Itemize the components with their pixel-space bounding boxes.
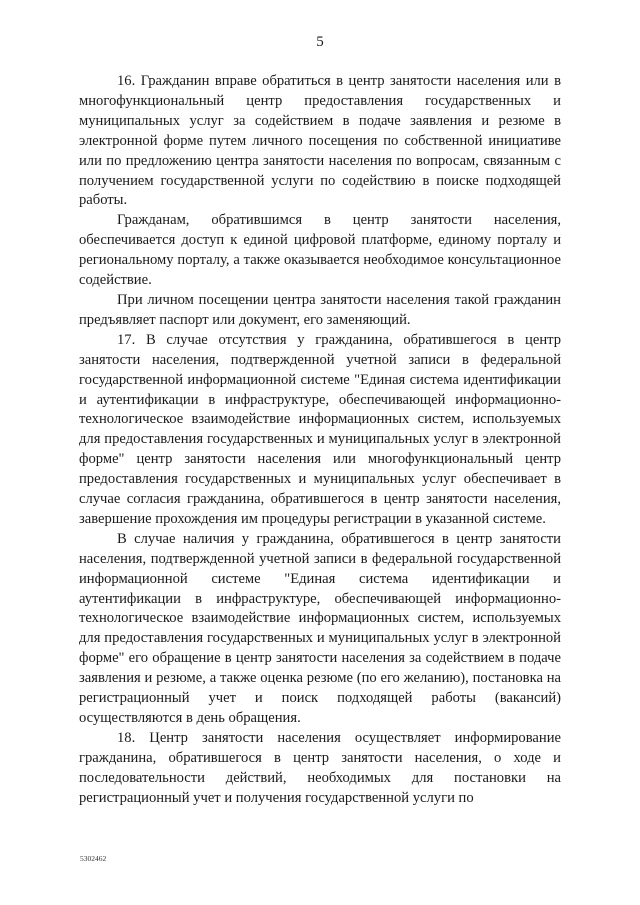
paragraph-passport: При личном посещении центра занятости населения такой гражданин предъявляет паспорт или документ, его заменяющий. [79,291,561,328]
document-body [79,72,561,809]
paragraph-16: 16. Гражданин вправе обратиться в центр занятости населения или в многофункциональный центр предоставления государственных и муниципальных услуг за содействием в подаче заявления и резюме в электронной форме путем личного посещения по собственной инициативе или по предложению центра занятости населения по вопросам, связанным с получением государственной услуги по содействию в поиске подходящей работы. [79,73,561,209]
paragraph-esia-account: В случае наличия у гражданина, обратившегося в центр занятости населения, подтвержденной учетной записи в федеральной государственной информационной системе "Единая система идентификации и аутентификации в инфраструктуре, обеспечивающей информационно-технологическое взаимодействие информационных систем, используемых для предоставления государственных и муниципальных услуг в электронной форме" его обращение в центр занятости населения за содействием в подаче заявления и резюме, а также оценка резюме (по его желанию), постановка на регистрационный учет и поиск подходящей работы (вакансий) осуществляются в день обращения. [79,530,561,726]
paragraph-17: 17. В случае отсутствия у гражданина, обратившегося в центр занятости населения, подтвержденной учетной записи в федеральной государственной информационной системе "Единая система идентификации и аутентификации в инфраструктуре, обеспечивающей информационно-технологическое взаимодействие информационных систем, используемых для предоставления государственных и муниципальных услуг в электронной форме" центр занятости населения или многофункциональный центр предоставления государственных и муниципальных услуг обеспечивает в случае согласия гражданина, обратившегося в центр занятости населения, завершение прохождения им процедуры регистрации в указанной системе. [79,331,561,527]
paragraph-portal-access: Гражданам, обратившимся в центр занятости населения, обеспечивается доступ к единой цифровой платформе, единому порталу и региональному порталу, а также оказывается необходимое консультационное содействие. [79,212,561,289]
paragraph-18: 18. Центр занятости населения осуществляет информирование гражданина, обратившегося в центр занятости населения, о ходе и последовательности действий, необходимых для постановки на регистрационный учет и получения государственной услуги по [79,729,561,806]
page-number: 5 [316,34,324,50]
document-code: 5302462 [80,854,107,863]
